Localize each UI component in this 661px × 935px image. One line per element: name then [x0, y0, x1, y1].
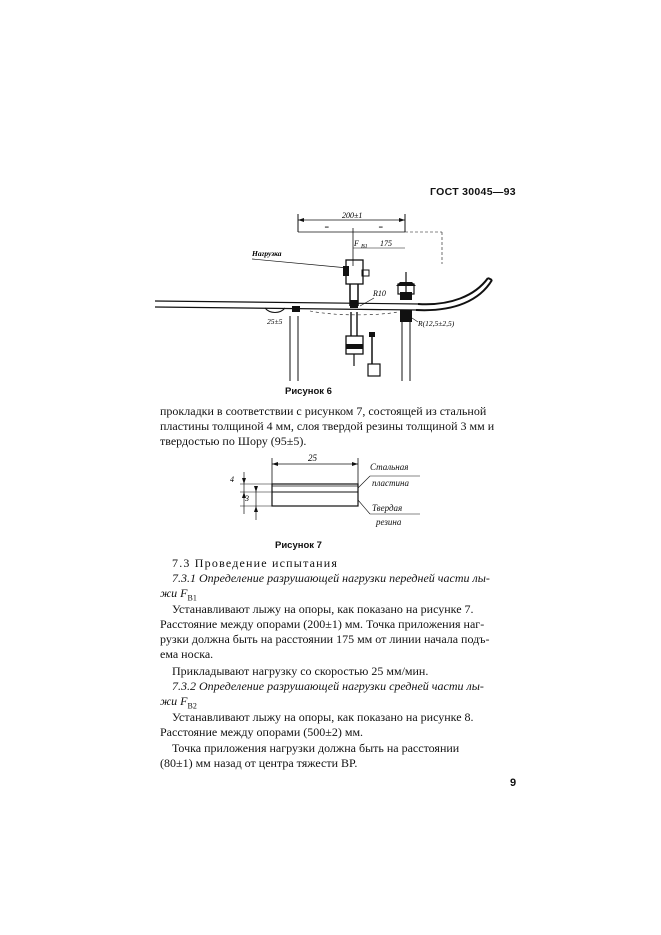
paragraph-gasket-line: пластины толщиной 4 мм, слоя твердой резины толщиной 3 мм и — [160, 419, 495, 433]
sub2-title — [160, 679, 520, 713]
fig7-height-top: 4 — [230, 475, 234, 484]
fig6-span-label: 200±1 — [342, 211, 363, 220]
sub1-title-sub: B1 — [187, 593, 197, 603]
sub2-title-line-b: жи F — [160, 694, 188, 708]
sub2-paragraph — [160, 710, 530, 740]
sub1-paragraph — [160, 602, 530, 662]
fig7-rubber-label-1: Твердая — [372, 503, 403, 513]
sub1-line: Расстояние между опорами (200±1) мм. Точка приложения наг- — [160, 617, 485, 631]
standard-header: ГОСТ 30045—93 — [430, 186, 516, 198]
page-number: 9 — [510, 777, 517, 789]
fig7-rubber-label-2: резина — [376, 517, 402, 527]
fig7-steel-label-1: Стальная — [370, 462, 409, 472]
fig7-steel-label-2: пластина — [372, 478, 409, 488]
sub1-line: рузки должна быть на расстоянии 175 мм от линии начала подъ- — [160, 632, 490, 646]
figure-6-caption: Рисунок 6 — [285, 386, 332, 397]
sub1-title — [160, 571, 520, 605]
sub1-title-line-a: 7.3.1 Определение разрушающей нагрузки передней части лы- — [172, 571, 490, 585]
fig7-width-label: 25 — [308, 453, 317, 463]
load-point-paragraph — [160, 741, 530, 771]
sub2-title-line-a: 7.3.2 Определение разрушающей нагрузки средней части лы- — [172, 679, 484, 693]
figure-7-drawing — [220, 450, 450, 540]
fig6-load-label: Нагрузка — [252, 249, 282, 258]
fig6-eq-left: = — [324, 223, 330, 232]
speed-paragraph: Прикладывают нагрузку со скоростью 25 мм/мин. — [172, 664, 429, 678]
fig6-radius-label: R10 — [373, 289, 386, 298]
sub2-line: Устанавливают лыжу на опоры, как показано на рисунке 8. — [172, 710, 474, 724]
fig6-force-label: F — [354, 239, 359, 248]
sub1-title-line-b: жи F — [160, 586, 188, 600]
fig6-eq-right: = — [378, 223, 384, 232]
section-title: 7.3 Проведение испытания — [172, 556, 339, 570]
figure-7-caption: Рисунок 7 — [275, 540, 322, 551]
sub2-line: Расстояние между опорами (500±2) мм. — [160, 725, 364, 739]
paragraph-gasket-line: твердостью по Шору (95±5). — [160, 434, 307, 448]
sub1-line: Устанавливают лыжу на опоры, как показано на рисунке 7. — [172, 602, 474, 616]
paragraph-gasket — [160, 404, 520, 449]
sub2-title-sub: B2 — [187, 701, 197, 711]
fig6-left-dim: 25±5 — [267, 317, 283, 326]
fig6-dist-label: 175 — [380, 239, 392, 248]
sub1-line: ема носка. — [160, 647, 214, 661]
figure-6-drawing — [150, 206, 510, 386]
load-point-line: (80±1) мм назад от центра тяжести BP. — [160, 756, 358, 770]
load-point-line: Точка приложения нагрузки должна быть на расстоянии — [172, 741, 460, 755]
paragraph-gasket-line: прокладки в соответствии с рисунком 7, состоящей из стальной — [160, 404, 487, 418]
fig6-right-dim: R(12,5±2,5) — [418, 319, 455, 328]
fig7-height-bottom: 3 — [245, 494, 249, 503]
fig6-force-sub: B1 — [361, 244, 368, 250]
